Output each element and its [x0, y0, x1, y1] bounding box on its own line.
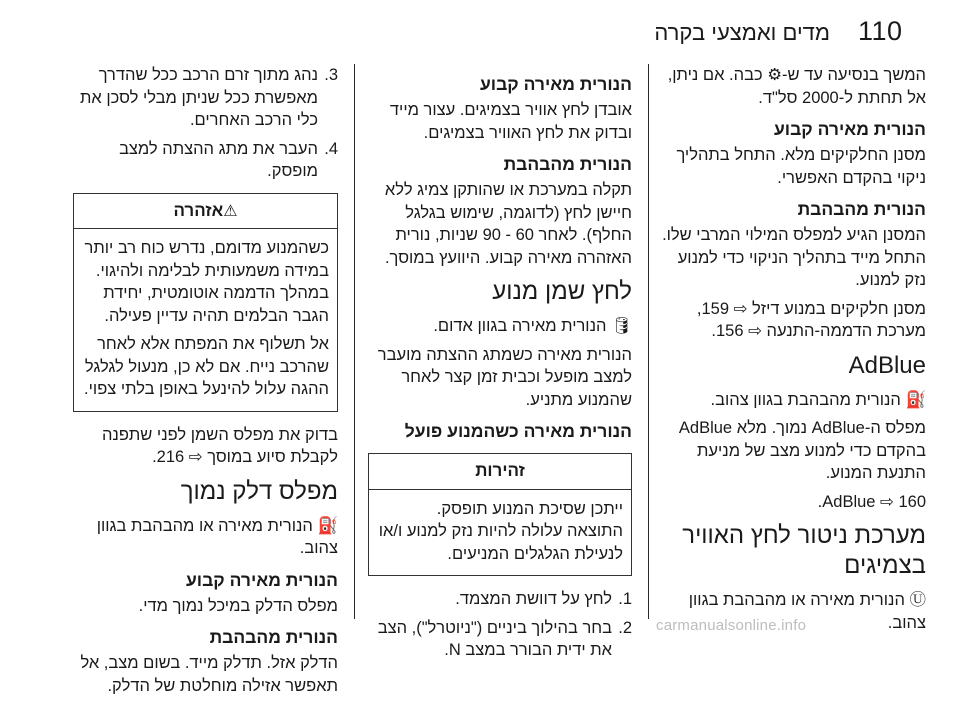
heading-lit-steady: הנורית מאירה קבוע [773, 119, 926, 139]
step-text: בחר בהילוך ביניים ("ניוטרל"), הצב את ידית הבורר במצב N. [377, 618, 612, 659]
paragraph-filter-refs: מסנן חלקיקים במנוע דיזל ⇨ 159, מערכת הדממה-התנעה ⇨ 156. [696, 299, 926, 340]
column-left [73, 64, 338, 703]
list-item [368, 588, 632, 611]
paragraph-tpms-lamp: Ⓤ הנורית מאירה או מהבהבת בגוון צהוב. [688, 591, 926, 632]
warning-heading-text: אזהרה [173, 200, 224, 220]
heading-oil-engine-running: הנורית מאירה כשהמנוע פועל [404, 421, 632, 441]
column-right [661, 64, 926, 640]
column-middle [368, 64, 632, 668]
heading-tpms: מערכת ניטור לחץ האוויר בצמיגים [682, 522, 926, 579]
heading-lit-steady: הנורית מאירה קבוע [185, 569, 338, 590]
page-header [0, 0, 960, 58]
column-divider [648, 64, 649, 619]
list-item [368, 617, 632, 662]
heading-low-fuel: מפלס דלק נמוך [180, 477, 338, 505]
paragraph-filter-full: מסנן החלקיקים מלא. התחל בתהליך ניקוי בהקדם האפשרי. [676, 146, 926, 187]
paragraph-filter-max: המסנן הגיע למפלס המילוי המרבי שלו. התחל מייד בתהליך הניקוי כדי למנוע נזק למנוע. [662, 226, 926, 289]
steps-list [368, 588, 632, 662]
steps-list [73, 64, 338, 183]
paragraph-oil-ignition: הנורית מאירה כשמתג ההצתה מועבר למצב מופעל וכבית זמן קצר לאחר שהמנוע מתניע. [377, 345, 632, 409]
caution-box [368, 453, 632, 576]
warning-text-brakes: כשהמנוע מדומם, נדרש כוח רב יותר במידה משמעותית לבלימה ולהיגוי. במהלך הדממה אוטומטית, יחידת הגבר הבלמים תהיה עדיין פעילה. [84, 239, 329, 325]
running-head: מדים ואמצעי בקרה [654, 20, 830, 45]
step-number: 4. [324, 139, 338, 158]
paragraph-tpms-fault: תקלה במערכת או שהותקן צמיג ללא חיישן לחץ (לדוגמה, שימוש בגלגל החלף). לאחר 60 - 90 שניות, נורית האזהרה מאירה קבוע. היוועץ במוסך. [384, 181, 632, 267]
heading-oil-pressure: לחץ שמן מנוע [492, 278, 632, 305]
step-number: 3. [324, 66, 338, 84]
heading-flashing: הנורית מהבהבת [209, 627, 338, 647]
paragraph-fuel-low: מפלס הדלק במיכל נמוך מדי. [138, 596, 338, 615]
caution-heading: זהירות [369, 454, 631, 490]
paragraph-fuel-lamp: ⛽ הנורית מאירה או מהבהבת בגוון צהוב. [96, 516, 338, 557]
heading-flashing: הנורית מהבהבת [503, 154, 632, 174]
paragraph-fuel-empty: הדלק אזל. תדלק מייד. בשום מצב, אל תאפשר אזילה מוחלטת של הדלק. [80, 654, 338, 695]
step-text: העבר את מתג ההצתה למצב מופסק. [119, 139, 318, 180]
paragraph-pressure-loss: אובדן לחץ אוויר בצמיגים. עצור מייד ובדוק את לחץ האוויר בצמיגים. [389, 101, 632, 142]
warning-box [73, 193, 338, 412]
caution-body [369, 490, 631, 576]
step-number: 1. [618, 590, 632, 608]
paragraph-check-oil: בדוק את מפלס השמן לפני שתפנה לקבלת סיוע במוסך ⇨ 216. [101, 425, 338, 466]
warning-body [74, 229, 337, 411]
step-text: לחץ על דוושת המצמד. [455, 590, 612, 608]
list-item [73, 138, 338, 183]
heading-flashing: הנורית מהבהבת [797, 199, 926, 219]
column-divider [354, 64, 355, 619]
warning-text-key: אל תשלוף את המפתח אלא לאחר שהרכב נייח. אם לא כן, מנעול לגלגל ההגה עלול להינעל באופן בלתי צפוי. [84, 335, 329, 398]
paragraph-adblue-lamp: ⛽ הנורית מהבהבת בגוון צהוב. [710, 390, 926, 409]
list-item [73, 64, 338, 132]
paragraph-oil-lamp: 🛢 הנורית מאירה בגוון אדום. [433, 317, 632, 335]
page-number: 110 [858, 16, 903, 46]
step-text: נהג מתוך זרם הרכב ככל שהדרך מאפשרת ככל שניתן מבלי לסכן את כלי הרכב האחרים. [80, 66, 318, 129]
watermark: carmanualsonline.info [656, 617, 807, 634]
caution-text: ייתכן שסיכת המנוע תופסק. התוצאה עלולה להיות נזק למנוע ו/או לנעילת הגלגלים המניעים. [378, 499, 623, 563]
warning-heading [74, 194, 337, 230]
heading-lit-steady: הנורית מאירה קבוע [479, 74, 632, 94]
heading-adblue: AdBlue [848, 351, 926, 379]
paragraph-adblue-low: מפלס ה-AdBlue נמוך. מלא AdBlue בהקדם כדי למנוע מצב של מניעת התנעת המנוע. [678, 419, 926, 482]
paragraph-continue-driving: המשך בנסיעה עד ש-⚙ כבה. אם ניתן, אל תחתת ל-2000 סל"ד. [667, 66, 926, 107]
paragraph-adblue-ref: AdBlue ⇨ 160. [817, 492, 926, 511]
warning-triangle-icon: ⚠ [223, 200, 238, 220]
step-number: 2. [618, 618, 632, 637]
